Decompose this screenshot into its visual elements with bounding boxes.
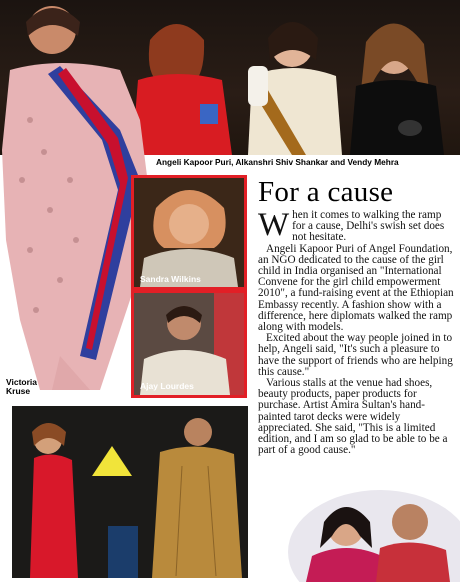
victoria-caption bbox=[6, 378, 37, 396]
sandra-wilkins-photo bbox=[131, 175, 247, 290]
article-paragraph-4: Various stalls at the venue had shoes, beauty products, paper products for purchase. Artist Amira Sultan's hand-painted tarot decks were widely appreciated. She said, "This is a limited edition, and I am so glad to be able to be a part of a good cause." bbox=[258, 377, 448, 457]
victoria-caption-line1: Victoria bbox=[6, 377, 38, 387]
victoria-kruse-photo bbox=[0, 60, 150, 390]
saree-figure-art bbox=[0, 60, 150, 390]
headline: For a cause bbox=[258, 176, 394, 208]
ramp-art bbox=[12, 406, 248, 578]
ajay-art bbox=[134, 293, 244, 395]
amira-sultan-photo bbox=[250, 452, 460, 582]
ajay-caption: Ajay Lourdes bbox=[140, 381, 194, 391]
article-paragraph-3: Excited about the way people joined in to help, Angeli said, "It's such a pleasure to have the support of friends who are helping this cause." bbox=[258, 332, 453, 378]
sandra-caption: Sandra Wilkins bbox=[140, 274, 201, 284]
article-paragraph-1 bbox=[258, 207, 454, 244]
drop-cap: W bbox=[258, 207, 290, 243]
article-body bbox=[258, 207, 454, 457]
top-photo-caption: Angeli Kapoor Puri, Alkanshri Shiv Shankar and Vendy Mehra bbox=[156, 157, 399, 167]
sandra-art bbox=[134, 178, 244, 287]
article-paragraph-1-text: hen it comes to walking the ramp for a cause, Delhi's swish set does not hesitate. bbox=[292, 209, 445, 244]
article-paragraph-2: Angeli Kapoor Puri of Angel Foundation, an NGO dedicated to the cause of the girl child in India organised an "International Convene for the girl child empowerment 2010", a fund-raising event at the Ethiopian Embassy recently. A fashion show with a difference, here diplomats walked the ramp along with models. bbox=[258, 242, 454, 334]
circle-photo-art bbox=[250, 452, 460, 582]
ramp-walk-photo bbox=[12, 406, 248, 578]
ajay-lourdes-photo bbox=[131, 290, 247, 398]
victoria-caption-line2: Kruse bbox=[6, 385, 31, 396]
